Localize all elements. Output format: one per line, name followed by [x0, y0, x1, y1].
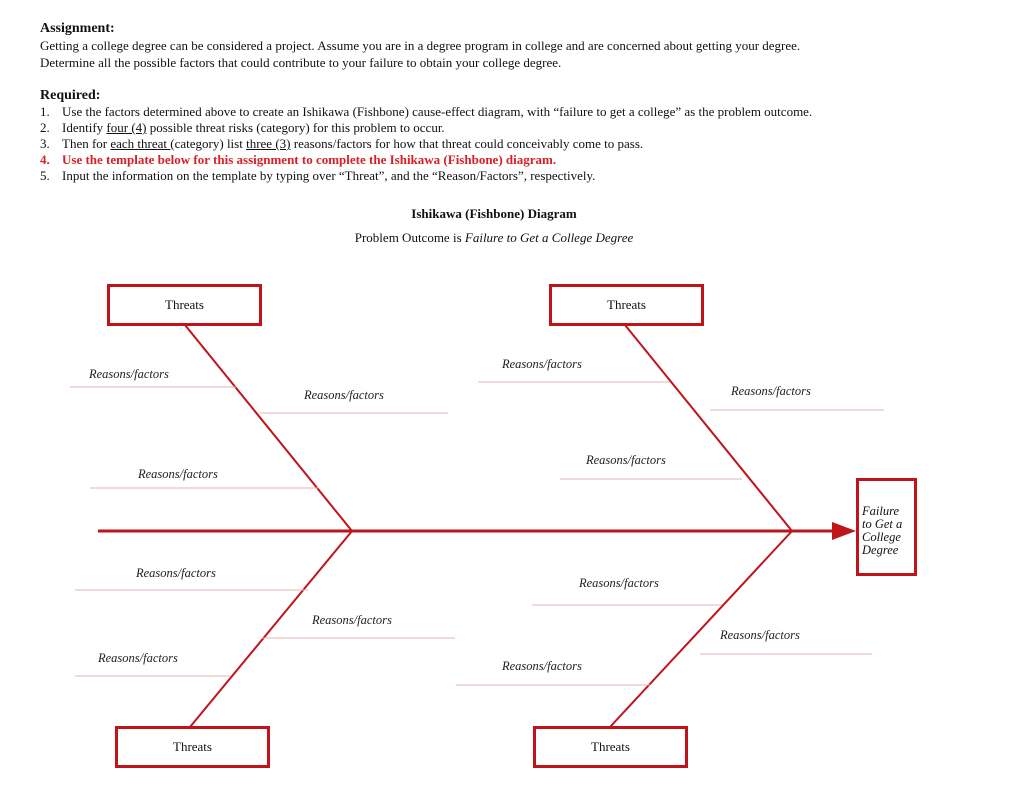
spine-arrowhead [832, 522, 856, 540]
diagram-subtitle: Problem Outcome is Failure to Get a College Degree [354, 230, 634, 245]
assignment-heading: Assignment: [40, 21, 115, 36]
required-item-4: 4. Use the template below for this assignment to complete the Ishikawa (Fishbone) diagram. [40, 152, 557, 167]
required-heading: Required: [40, 88, 101, 103]
diagram-title: Ishikawa (Fishbone) Diagram [411, 206, 577, 221]
reason-factor[interactable]: Reasons/factors [502, 357, 582, 371]
assignment-line-2: Determine all the possible factors that could contribute to your failure to obtain your college degree. [40, 55, 562, 70]
reason-factor[interactable]: Reasons/factors [579, 576, 659, 590]
reason-factor[interactable]: Reasons/factors [89, 367, 169, 381]
threat-box-top-left[interactable]: Threats [107, 284, 262, 326]
reason-factor[interactable]: Reasons/factors [720, 628, 800, 642]
required-item-3: 3. Then for each threat (category) list three (3) reasons/factors for how that threat could conceivably come to pass. [40, 136, 644, 151]
assignment-line-1: Getting a college degree can be considered a project. Assume you are in a degree program in college and are concerned about getting your degree. [40, 38, 801, 53]
reason-factor[interactable]: Reasons/factors [98, 651, 178, 665]
bone-bottom-left [190, 531, 352, 727]
required-item-2: 2. Identify four (4) possible threat risks (category) for this problem to occur. [40, 120, 445, 135]
reason-factor[interactable]: Reasons/factors [136, 566, 216, 580]
reason-factor[interactable]: Reasons/factors [138, 467, 218, 481]
problem-outcome-box: Failure to Get a College Degree [856, 478, 917, 576]
reason-factor[interactable]: Reasons/factors [312, 613, 392, 627]
bone-top-right [625, 325, 792, 531]
bone-top-left [185, 325, 352, 531]
required-item-1: 1. Use the factors determined above to create an Ishikawa (Fishbone) cause-effect diagram, with “failure to get a college” as the problem outcome. [40, 104, 813, 119]
threat-box-bottom-left[interactable]: Threats [115, 726, 270, 768]
threat-box-bottom-right[interactable]: Threats [533, 726, 688, 768]
threat-box-top-right[interactable]: Threats [549, 284, 704, 326]
reason-factor[interactable]: Reasons/factors [304, 388, 384, 402]
reason-factor[interactable]: Reasons/factors [502, 659, 582, 673]
reason-factor[interactable]: Reasons/factors [731, 384, 811, 398]
required-item-5: 5. Input the information on the template by typing over “Threat”, and the “Reason/Factors”, respectively. [40, 168, 596, 183]
reason-factor[interactable]: Reasons/factors [586, 453, 666, 467]
